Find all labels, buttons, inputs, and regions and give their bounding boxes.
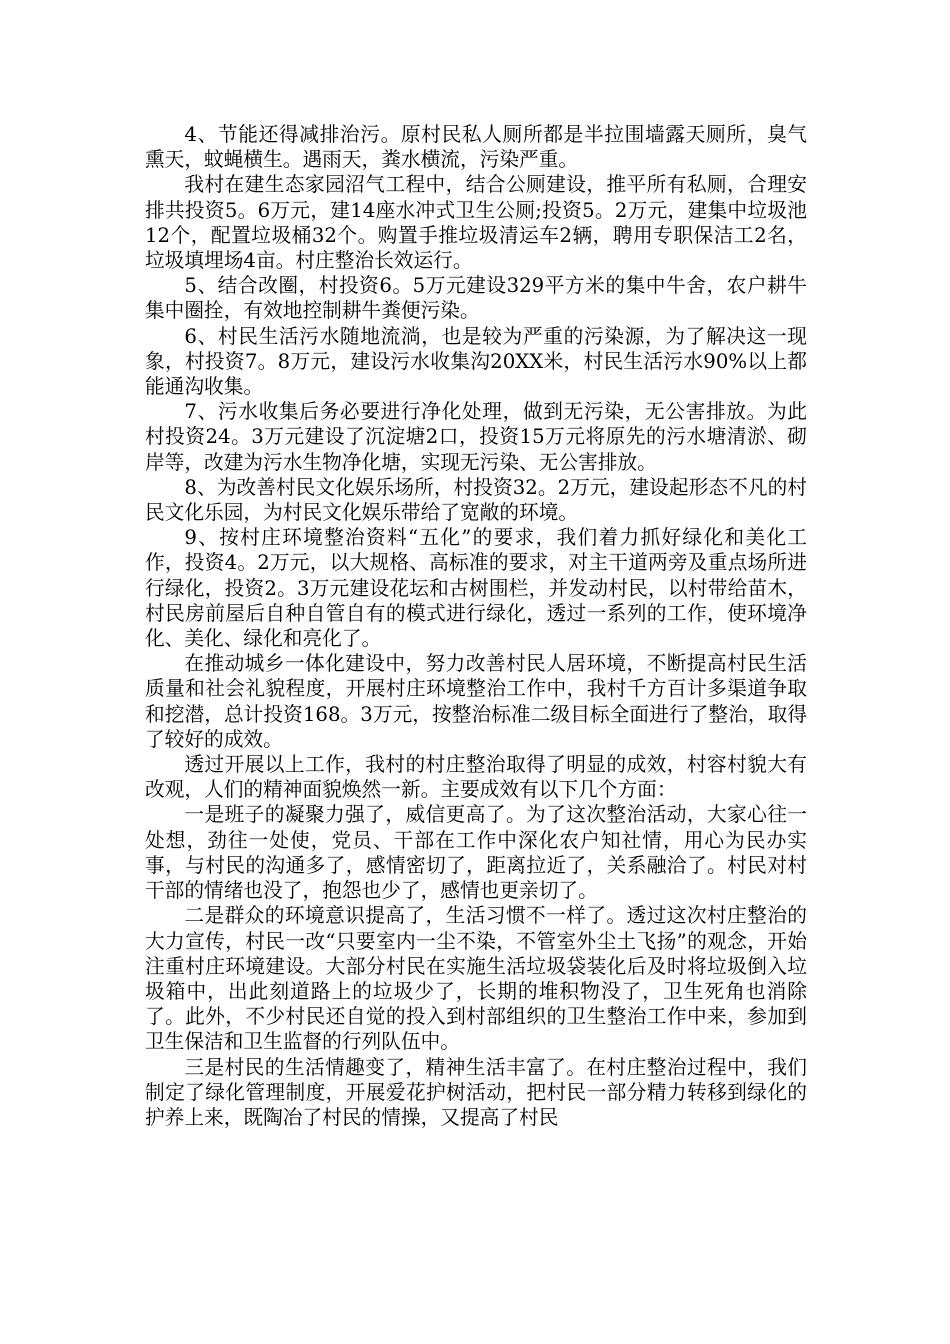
paragraph-item-6: 6、村民生活污水随地流淌，也是较为严重的污染源，为了解决这一现象，村投资7。8万元，建设污水收集沟20XX米，村民生活污水90%以上都能通沟收集。 <box>145 324 807 399</box>
paragraph-item-7: 7、污水收集后务必要进行净化处理，做到无污染，无公害排放。为此村投资24。3万元建设了沉淀塘2口，投资15万元将原先的污水塘清淤、砌岸等，改建为污水生物净化塘，实现无污染、无公害排放。 <box>145 400 807 474</box>
paragraph-result-three: 三是村民的生活情趣变了，精神生活丰富了。在村庄整治过程中，我们制定了绿化管理制度，开展爱花护树活动，把村民一部分精力转移到绿化的护养上来，既陶冶了村民的情操，又提高了村民 <box>145 1055 807 1129</box>
paragraph-summary-investment: 在推动城乡一体化建设中，努力改善村民人居环境，不断提高村民生活质量和社会礼貌程度，开展村庄环境整治工作中，我村千方百计多渠道争取和挖潜，总计投资168。3万元，按整治标准二级目标全面进行了整治，取得了较好的成效。 <box>145 652 807 751</box>
paragraph-item-9: 9、按村庄环境整治资料“五化”的要求，我们着力抓好绿化和美化工作，投资4。2万元，以大规格、高标准的要求，对主干道两旁及重点场所进行绿化，投资2。3万元建设花坛和古树围栏，并发动村民，以村带给苗木，村民房前屋后自种自管自有的模式进行绿化，透过一系列的工作，使环境净化、美化、绿化和亮化了。 <box>145 526 807 651</box>
paragraph-item-8: 8、为改善村民文化娱乐场所，村投资32。2万元，建设起形态不凡的村民文化乐园，为村民文化娱乐带给了宽敞的环境。 <box>145 475 807 525</box>
document-body <box>145 122 807 1130</box>
paragraph-item-5: 5、结合改圈，村投资6。5万元建设329平方米的集中牛舍，农户耕牛集中圈拴，有效地控制耕牛粪便污染。 <box>145 274 807 323</box>
paragraph-item-4: 4、节能还得减排治污。原村民私人厕所都是半拉围墙露天厕所，臭气熏天，蚊蝇横生。遇雨天，粪水横流，污染严重。 <box>145 123 807 172</box>
paragraph-results-intro: 透过开展以上工作，我村的村庄整治取得了明显的成效，村容村貌大有改观，人们的精神面貌焕然一新。主要成效有以下几个方面： <box>145 753 807 802</box>
paragraph-sanitation: 我村在建生态家园沼气工程中，结合公厕建设，推平所有私厕，合理安排共投资5。6万元，建14座水冲式卫生公厕;投资5。2万元，建集中垃圾池12个，配置垃圾桶32个。购置手推垃圾清运车2辆，聘用专职保洁工2名，垃圾填埋场4亩。村庄整治长效运行。 <box>145 173 807 273</box>
paragraph-result-one: 一是班子的凝聚力强了，威信更高了。为了这次整治活动，大家心往一处想，劲往一处使，党员、干部在工作中深化农户知社情，用心为民办实事，与村民的沟通多了，感情密切了，距离拉近了，关系融洽了。村民对村干部的情绪也没了，抱怨也少了，感情也更亲切了。 <box>145 803 807 903</box>
paragraph-result-two: 二是群众的环境意识提高了，生活习惯不一样了。透过这次村庄整治的大力宣传，村民一改“只要室内一尘不染，不管室外尘土飞扬”的观念，开始注重村庄环境建设。大部分村民在实施生活垃圾袋装化后及时将垃圾倒入垃圾箱中，出此刻道路上的垃圾少了，长期的堆积物没了，卫生死角也消除了。此外，不少村民还自觉的投入到村部组织的卫生整治工作中来，参加到卫生保洁和卫生监督的行列队伍中。 <box>145 904 807 1054</box>
